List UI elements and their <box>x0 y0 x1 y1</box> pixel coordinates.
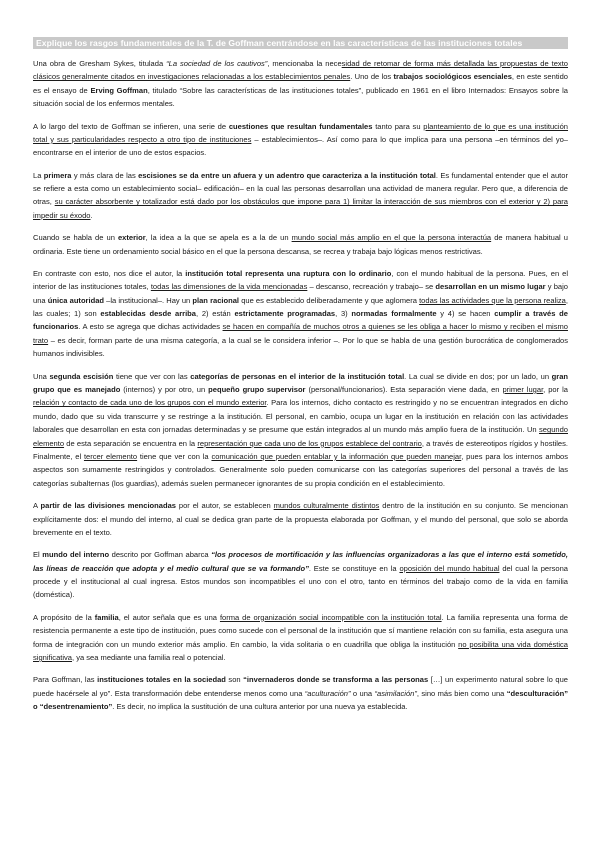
underlined-text: comunicación que pueden entablar y la información que pueden manejar <box>211 452 462 462</box>
text-run: y bajo una <box>33 282 568 305</box>
text-run: Una <box>33 371 50 381</box>
text-run: , mencionaba la nece <box>267 59 342 68</box>
bold-text: partir de las divisiones mencionadas <box>40 501 176 511</box>
text-run: tanto para su <box>372 121 424 131</box>
bold-text: Erving Goffman <box>90 85 148 95</box>
bold-text: trabajos sociológicos esenciales <box>393 72 512 82</box>
bold-text: gran grupo que es manejado <box>33 371 569 394</box>
paragraph <box>33 673 568 713</box>
document-body <box>33 57 568 713</box>
text-run: y más clara de las <box>71 170 139 180</box>
text-run: , a través de estereotipos rígidos y hostiles. Finalmente, el <box>33 438 568 462</box>
bold-text: normadas formalmente <box>351 309 437 319</box>
paragraph <box>33 548 568 602</box>
underlined-text: su carácter absorbente y totalizador está dado por los obstáculos que impone para 1) limitar la interacción de sus miembros con el exterior y 2) para impedir su éxodo <box>33 197 568 220</box>
paragraph <box>33 611 568 665</box>
text-run: . Para los internos, dicho contacto es restringido y no se encuentran integrados en dicho mundo, dado que su vida transcurre y se restringe a la institución. El personal, en cambio, ocupa un lugar en la institución en relación con las actividades laborales que desarrollan en esta con jornadas determinadas y se presume que están integrados al un mundo más amplio fuera de la institución. Un <box>33 398 568 435</box>
bold-text: estrictamente programadas <box>234 309 336 319</box>
bold-text: “desculturación” o “desentrenamiento” <box>33 688 568 712</box>
text-run: o una <box>350 688 375 698</box>
text-run: son <box>225 675 244 685</box>
text-run: . Este se constituye en la <box>308 563 400 573</box>
text-run: , en este sentido es el ensayo de <box>33 72 568 95</box>
paragraph <box>33 120 568 160</box>
text-run: , 2) están <box>195 309 235 319</box>
bold-text: segunda escisión <box>49 371 114 381</box>
text-run: , la idea a la que se apela es a la de un <box>145 233 292 243</box>
paragraph <box>33 499 568 539</box>
text-run: En contraste con esto, nos dice el autor, la <box>33 268 186 278</box>
text-run: del cual la persona procede y el institucional al cual ingresa. Estos mundos son incompatibles el uno con el otro, tanto en términos del trabajo como de la vida en familia (doméstica). <box>33 563 569 600</box>
bold-text: única autoridad <box>47 295 104 305</box>
text-run: . Uno de los <box>350 72 394 82</box>
text-run: . <box>90 210 93 220</box>
text-run: dentro de la institución en su conjunto. Se mencionan explícitamente dos: el mundo del interno, al cual se dedica gran parte de la propuesta elaborada por Goffman, y el mundo del personal, que solo se aborda brevemente en el texto. <box>33 501 568 537</box>
underlined-text: primer lugar <box>502 384 544 394</box>
bold-text: familia <box>94 612 119 622</box>
underlined-text: oposición del mundo habitual <box>399 563 500 573</box>
text-run: , ya sea mediante una familia real o potencial. <box>72 652 226 662</box>
bold-text: establecidas desde arriba <box>100 309 196 319</box>
text-run: por el autor, se establecen <box>175 501 274 511</box>
bold-text: categorías de personas en el interior de la institución total <box>190 371 405 381</box>
italic-text: “aculturación” <box>304 688 351 698</box>
text-run: (personal/funcionarios). Esta separación viene dada, en <box>305 384 503 394</box>
bold-text: “invernaderos donde se transforma a las personas <box>243 675 429 685</box>
text-run: , las cuales; 1) son <box>33 295 568 319</box>
bold-text: exterior <box>117 233 146 243</box>
underlined-text: relación y contacto de cada uno de los grupos con el mundo exterior <box>33 398 267 408</box>
bold-text: instituciones totales en la sociedad <box>97 675 226 685</box>
text-run: . Es decir, no implica la sustitución de una cultura anterior por una nueva ya establecida. <box>112 702 408 712</box>
bold-text: plan racional <box>192 295 240 305</box>
text-run: – establecimientos–. Así como para lo que implica para una persona –en términos del yo– encontrarse en el interior de uno de estos espacios. <box>33 134 569 158</box>
text-run: , con el mundo habitual de la persona. Pues, en el interior de las instituciones totales, <box>33 268 568 292</box>
text-run: Cuando se habla de un <box>33 233 118 243</box>
paragraph <box>33 57 568 111</box>
underlined-text: mundos culturalmente distintos <box>273 501 380 511</box>
bold-text: escisiones se da entre un afuera y un adentro que caracteriza a la institución total <box>138 170 436 180</box>
bold-text: pequeño grupo supervisor <box>208 384 306 394</box>
text-run: Una obra de Gresham Sykes, titulada <box>33 59 167 68</box>
text-run: El <box>33 550 43 560</box>
text-run: , el autor señala que es una <box>118 612 220 622</box>
underlined-text: mundo social más amplio en el que la persona interactúa <box>291 233 492 243</box>
text-run: Para Goffman, las <box>33 675 98 685</box>
text-run: descrito por Goffman abarca <box>109 550 212 560</box>
italic-text: “asimilación” <box>374 688 417 698</box>
bold-text: institución total representa una ruptura con lo ordinario <box>185 268 392 278</box>
text-run: A propósito de la <box>33 612 95 622</box>
bold-text: mundo del interno <box>42 550 110 560</box>
text-run: de esta separación se encuentra en la <box>64 438 198 448</box>
underlined-text: tercer elemento <box>83 452 138 462</box>
underlined-text: todas las dimensiones de la vida mencionadas <box>150 282 308 292</box>
bold-text: cumplir a través de funcionarios <box>33 309 568 332</box>
underlined-text: representación que cada uno de los grupos establece del contrario <box>197 438 422 448</box>
text-run: , sino más bien como una <box>416 688 507 698</box>
text-run: . La cual se divide en dos; por un lado, un <box>404 371 552 381</box>
text-run: que es establecido deliberadamente y que aglomera <box>239 295 420 305</box>
underlined-text: segundo elemento <box>33 425 568 448</box>
text-run: de manera habitual u ordinaria. Este tiene un ordenamiento social básico en el que la persona descansa, se recrea y trabaja bajo lógicas menos restrictivas. <box>33 233 568 256</box>
bold-text: “los procesos de mortificación y las influencias organizadoras a las que el interno está sometido, las líneas de reacción que adopta y el medio cultural que se va formando” <box>33 550 569 573</box>
text-run: […] un experimento natural sobre lo que puede hacérsele al yo”. Esta transformación debe entenderse menos como una <box>33 675 568 698</box>
text-run: (internos) y por otro, un <box>120 384 209 394</box>
text-run: –la institucional–. Hay un <box>104 295 193 305</box>
text-run: A <box>33 501 41 511</box>
text-run: tiene que ver con las <box>113 371 191 381</box>
text-run: y 4) se hacen <box>436 309 495 319</box>
underlined-text: no posibilita una vida doméstica significativa <box>33 639 568 662</box>
bold-text: primera <box>43 170 72 180</box>
underlined-text: forma de organización social incompatible con la institución total <box>219 612 442 622</box>
underlined-text: se hacen en compañía de muchos otros a quienes se les obliga a hacer lo mismo y reciben el mismo trato <box>33 322 568 345</box>
paragraph <box>33 370 568 491</box>
underlined-text: todas las actividades que la persona realiza <box>419 295 566 305</box>
text-run: , titulado “Sobre las características de las instituciones totales”, publicado en 1961 en el libro Internados: Ensayos sobre la situación social de los enfermos mentales. <box>33 85 568 109</box>
underlined-text: planteamiento de lo que es una institución total y sus particularidades respecto a otro tipo de instituciones <box>33 121 569 144</box>
text-run: – descanso, recreación y trabajo– se <box>307 282 436 292</box>
text-run: . Es fundamental entender que el autor se refiere a esta como un establecimiento social– edificación– en la cual las personas desarrollan una actividad de manera regular. Pero que, a diferencia de otras, <box>33 170 568 207</box>
paragraph <box>33 169 568 223</box>
underlined-text: sidad de retomar de forma más detallada las propuestas de texto clásicos generalmente citados en investigaciones relacionadas a los establecimientos penales <box>33 59 568 82</box>
bold-text: cuestiones que resultan fundamentales <box>228 121 373 131</box>
paragraph <box>33 231 568 258</box>
text-run: . A esto se agrega que dichas actividades <box>78 322 223 332</box>
text-run: , pues para los internos ambos aspectos son sumamente restringidos y controlados. Generalmente solo pueden comunicarse con las categorías superiores del personal a través de las categorías subalternas (los guardias), además suelen permanecer ignorantes de su propia condición en el establecimiento. <box>33 452 569 488</box>
text-run: , 3) <box>335 309 352 319</box>
text-run: , por la <box>543 384 568 394</box>
document-title: Explique los rasgos fundamentales de la T. de Goffman centrándose en las características de las instituciones totales <box>33 37 568 49</box>
text-run: A lo largo del texto de Goffman se infieren, una serie de <box>33 121 229 131</box>
text-run: . La familia representa una forma de resistencia permanente a este tipo de institución, pues como sucede con el personal de la institución que sí mantiene relación con su familia, esta asegura una forma de integración con un mundo exterior más amplio. En cambio, la vida solitaria o en cuadrilla que obliga la institución <box>33 612 568 649</box>
paragraph <box>33 267 568 361</box>
italic-text: “La sociedad de los cautivos” <box>166 59 268 68</box>
text-run: La <box>33 170 44 180</box>
text-run: tiene que ver con la <box>137 452 212 462</box>
text-run: – es decir, forman parte de una misma categoría, a la cual se le considera inferior –. Por lo que se habla de una gestión burocrática de conglomerados humanos indivisibles. <box>33 335 568 359</box>
bold-text: desarrollan en un mismo lugar <box>435 282 546 292</box>
